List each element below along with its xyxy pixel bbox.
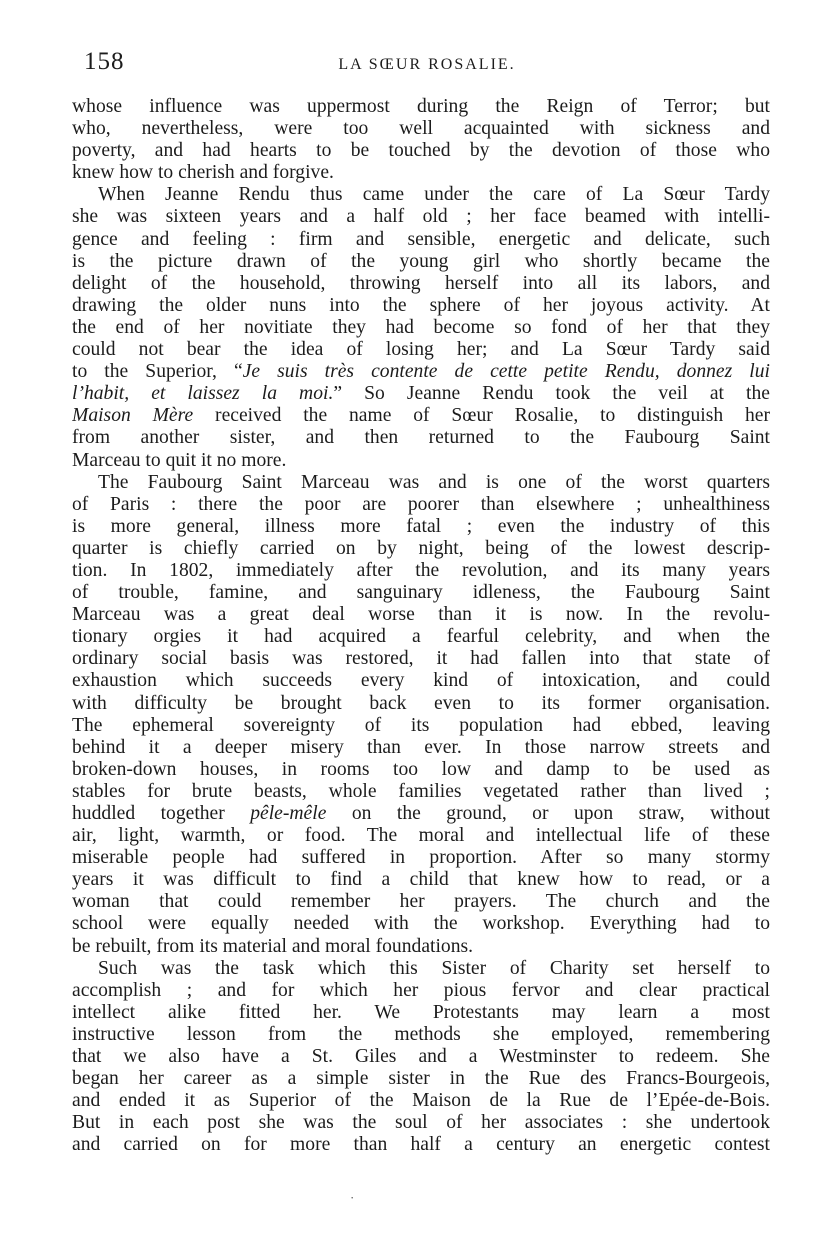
text-run: ” So Jeanne Rendu took the veil at the	[333, 383, 770, 405]
text-line: intellect alike fitted her. We Protestants may learn a most	[72, 1001, 770, 1023]
paragraph-start-line: Such was the task which this Sister of Charity set herself to	[98, 957, 770, 979]
print-speck: ·	[350, 1190, 355, 1205]
text-line: from another sister, and then returned to the Faubourg Saint	[72, 427, 770, 449]
italic-term: pêle-mêle	[250, 803, 327, 824]
italic-quote: l’habit, et laissez la moi.	[72, 383, 334, 405]
text-line: who, nevertheless, were too well acquainted with sickness and	[72, 118, 770, 140]
text-line: and ended it as Superior of the Maison de la Rue de l’Epée-de-Bois.	[72, 1090, 770, 1112]
text-line	[72, 405, 770, 427]
text-line: behind it a deeper misery than ever. In those narrow streets and	[72, 736, 770, 758]
text-line: that we also have a St. Giles and a Westminster to redeem. She	[72, 1046, 770, 1068]
text-line: tionary orgies it had acquired a fearful celebrity, and when the	[72, 626, 770, 648]
text-line: and carried on for more than half a century an energetic contest	[72, 1134, 770, 1156]
text-line: knew how to cherish and forgive.	[72, 162, 334, 184]
text-line: accomplish ; and for which her pious fervor and clear practical	[72, 979, 770, 1001]
text-line: is more general, illness more fatal ; even the industry of this	[72, 515, 770, 537]
text-line: began her career as a simple sister in the Rue des Francs-Bourgeois,	[72, 1068, 770, 1090]
text-line: woman that could remember her prayers. The church and the	[72, 891, 770, 913]
text-run: huddled together	[72, 803, 251, 824]
text-line	[72, 361, 770, 383]
text-line: miserable people had suffered in proportion. After so many stormy	[72, 847, 770, 869]
text-line	[72, 383, 770, 405]
text-line: poverty, and had hearts to be touched by the devotion of those who	[72, 140, 770, 162]
running-title: LA SŒUR ROSALIE.	[338, 56, 516, 73]
paragraph-start-line: When Jeanne Rendu thus came under the care of La Sœur Tardy	[98, 184, 770, 206]
text-line: years it was difficult to find a child that knew how to read, or a	[72, 869, 770, 891]
text-line: gence and feeling : firm and sensible, energetic and delicate, such	[72, 228, 770, 250]
italic-term: Maison Mère	[72, 405, 194, 427]
text-line: ordinary social basis was restored, it had fallen into that state of	[72, 648, 770, 670]
text-line: is the picture drawn of the young girl who shortly became the	[72, 250, 770, 272]
text-line: air, light, warmth, or food. The moral and intellectual life of these	[72, 825, 770, 847]
text-line: whose influence was uppermost during the Reign of Terror; but	[72, 96, 770, 117]
italic-quote: Je suis très contente de cette petite Rendu, donnez lui	[242, 361, 770, 383]
text-line: be rebuilt, from its material and moral foundations.	[72, 935, 474, 957]
text-line: The ephemeral sovereignty of its population had ebbed, leaving	[72, 714, 770, 736]
text-line: tion. In 1802, immediately after the revolution, and its many years	[72, 559, 770, 581]
text-line: she was sixteen years and a half old ; her face beamed with intelli-	[72, 206, 770, 228]
text-line: instructive lesson from the methods she employed, remembering	[72, 1023, 770, 1045]
page-number: 158	[84, 48, 125, 75]
text-line: Marceau to quit it no more.	[72, 449, 287, 471]
text-line: of Paris : there the poor are poorer than elsewhere ; unhealthiness	[72, 493, 770, 515]
running-head	[84, 48, 770, 82]
text-line: with difficulty be brought back even to its former organisation.	[72, 692, 770, 714]
text-line: school were equally needed with the workshop. Everything had to	[72, 913, 770, 935]
text-line: exhaustion which succeeds every kind of intoxication, and could	[72, 670, 770, 692]
text-run: on the ground, or upon straw, without	[326, 803, 770, 824]
text-line: broken-down houses, in rooms too low and damp to be used as	[72, 758, 770, 780]
body-text	[72, 96, 770, 1196]
text-run: to the Superior, “	[72, 361, 243, 383]
text-line: stables for brute beasts, whole families vegetated rather than lived ;	[72, 780, 770, 802]
text-line: could not bear the idea of losing her; and La Sœur Tardy said	[72, 339, 770, 361]
text-run: received the name of Sœur Rosalie, to distinguish her	[193, 405, 770, 427]
text-line: drawing the older nuns into the sphere of her joyous activity. At	[72, 294, 770, 316]
paragraph-start-line: The Faubourg Saint Marceau was and is one of the worst quarters	[98, 471, 770, 493]
text-line: quarter is chiefly carried on by night, being of the lowest descrip-	[72, 537, 770, 559]
text-line: But in each post she was the soul of her associates : she undertook	[72, 1112, 770, 1134]
text-line: delight of the household, throwing herself into all its labors, and	[72, 272, 770, 294]
text-line: Marceau was a great deal worse than it is now. In the revolu-	[72, 604, 770, 626]
text-line	[72, 803, 770, 825]
text-line: of trouble, famine, and sanguinary idleness, the Faubourg Saint	[72, 582, 770, 604]
text-line: the end of her novitiate they had become so fond of her that they	[72, 316, 770, 338]
